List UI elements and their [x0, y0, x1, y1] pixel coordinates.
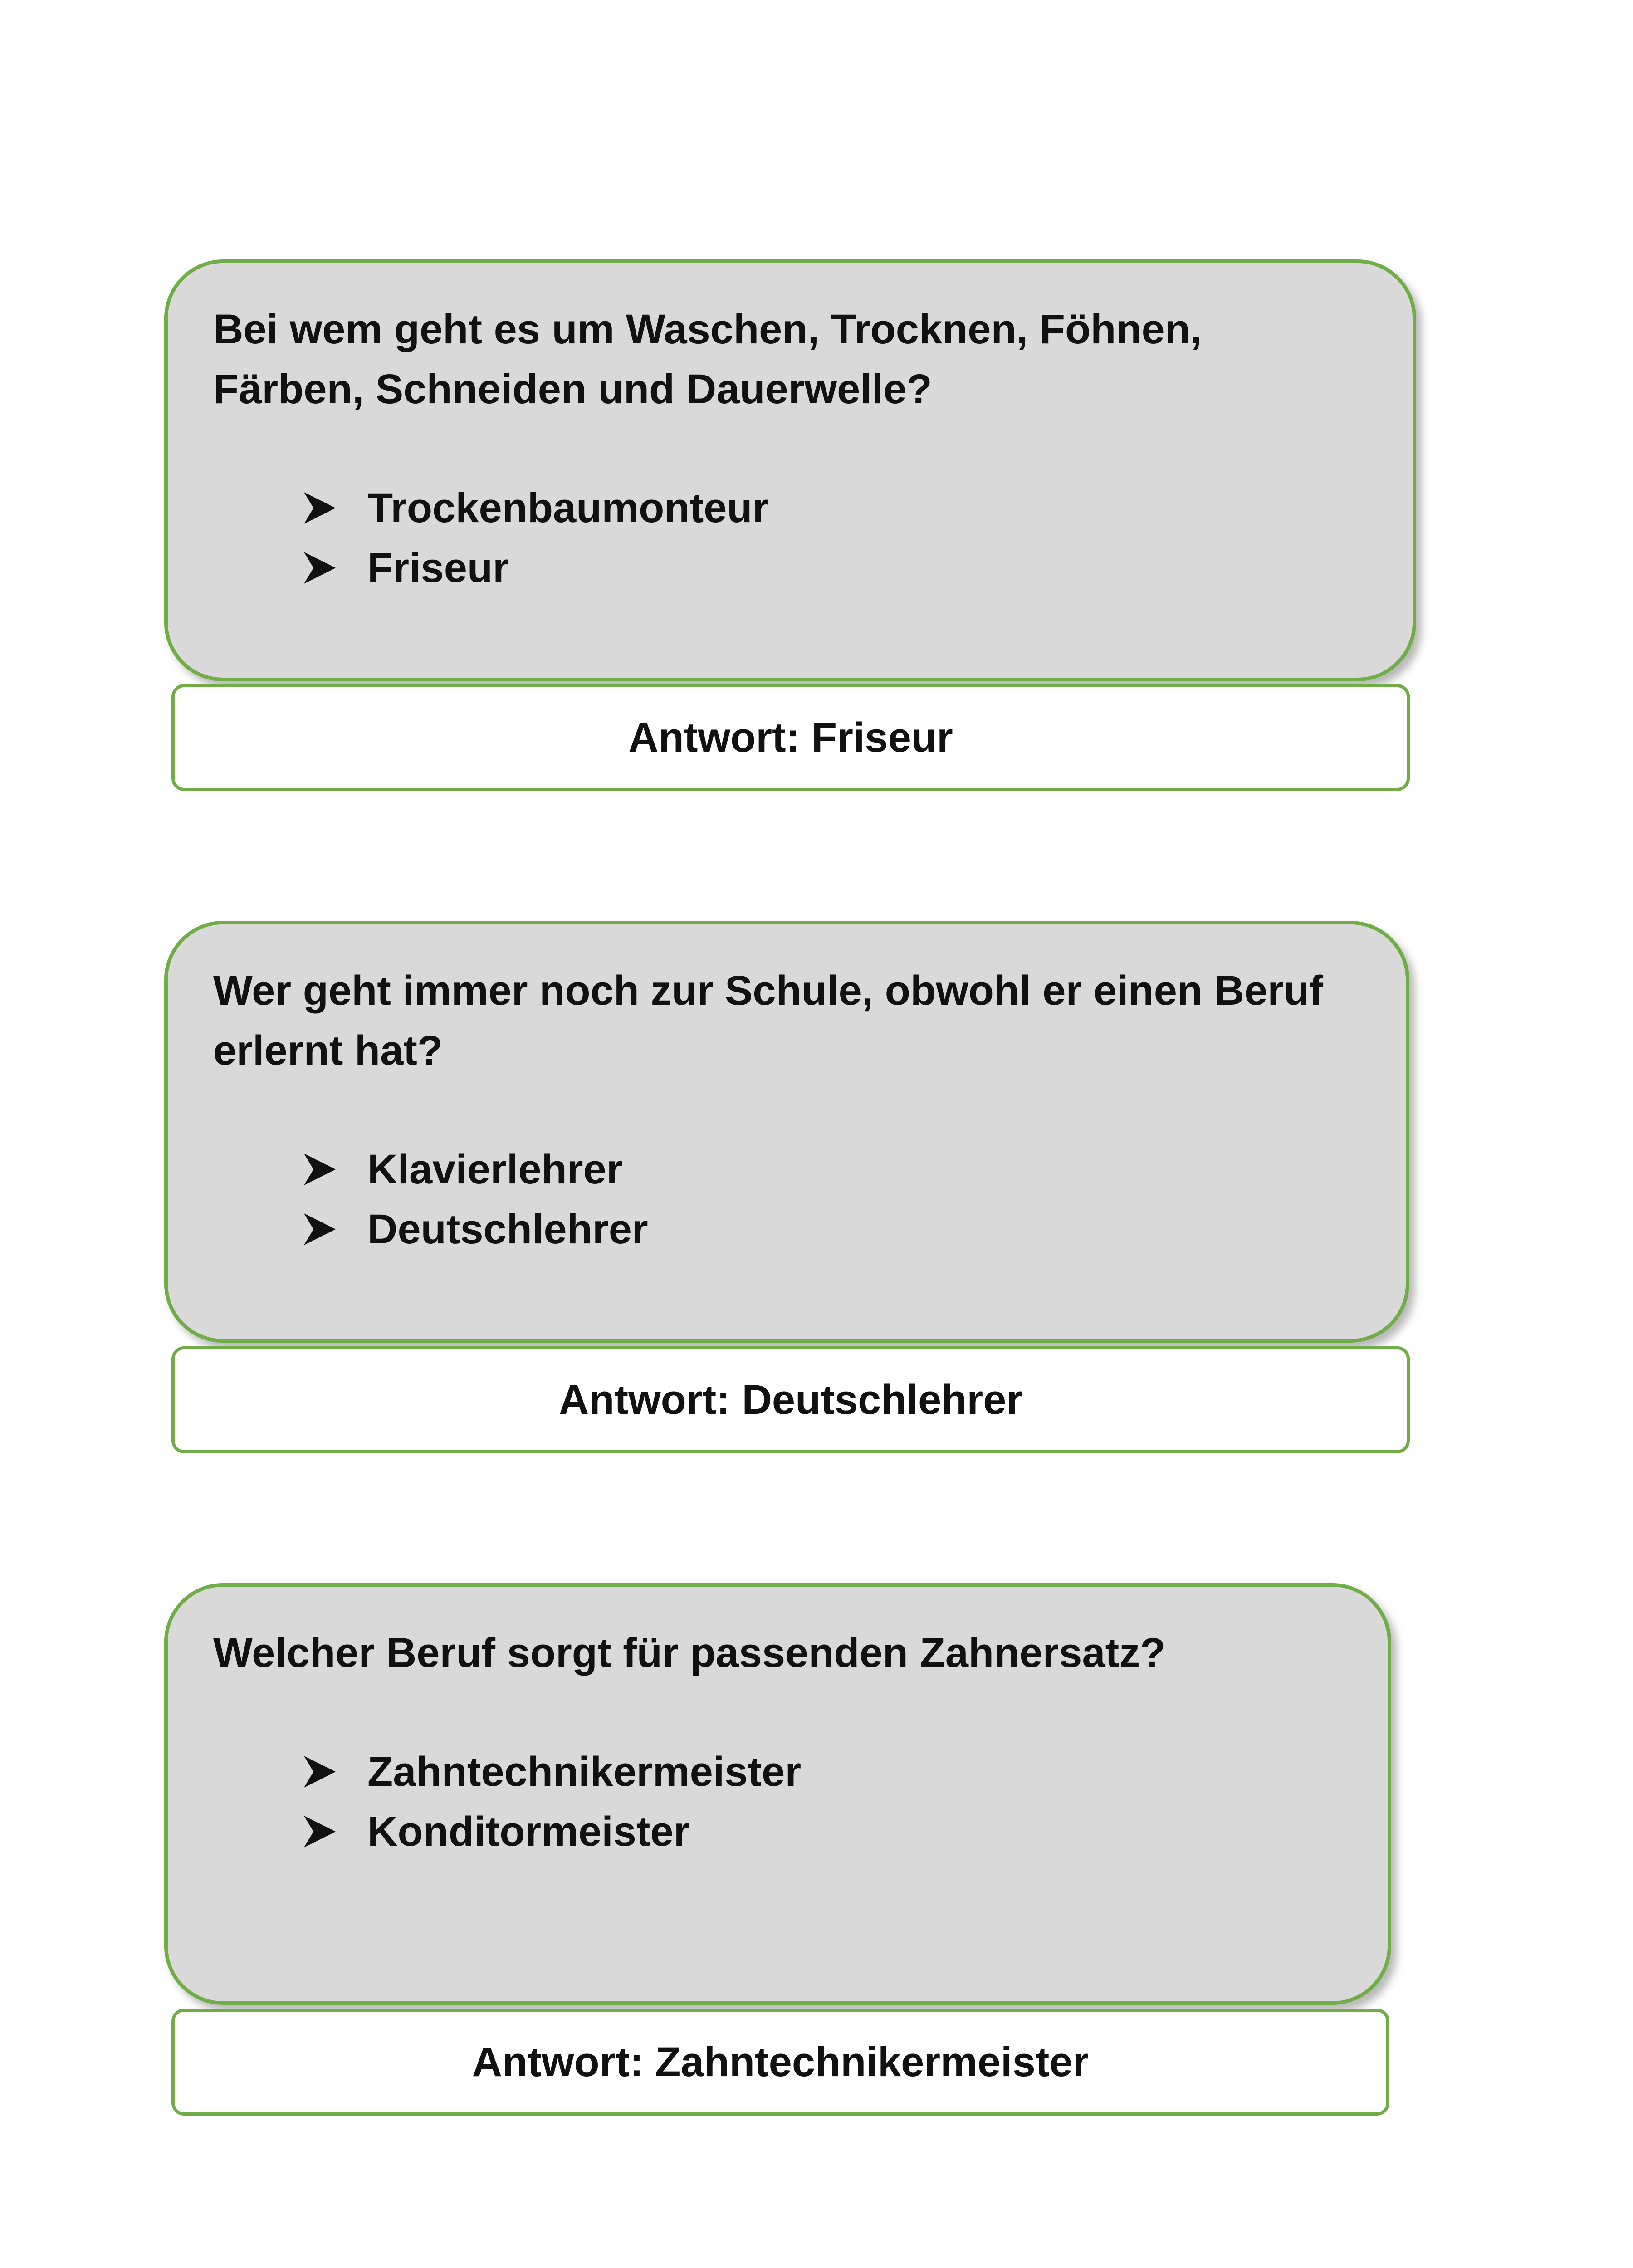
- arrowhead-bullet-icon: [304, 552, 336, 584]
- arrowhead-bullet-icon: [304, 1213, 336, 1245]
- answer-text: Antwort: Friseur: [628, 714, 953, 761]
- answer-box-2: [171, 1346, 1410, 1453]
- option-list: [213, 478, 1367, 598]
- question-text: Welcher Beruf sorgt für passenden Zahnersatz?: [213, 1630, 1166, 1676]
- option-label: Deutschlehrer: [367, 1206, 648, 1252]
- question-card-1: [164, 259, 1416, 681]
- question-card-3: [164, 1583, 1391, 2005]
- option-list: [213, 1139, 1360, 1259]
- arrowhead-bullet-icon: [304, 1816, 336, 1848]
- answer-box-1: [171, 684, 1410, 791]
- question-text: Bei wem geht es um Waschen, Trocknen, Föhnen, Färben, Schneiden und Dauerwelle?: [213, 306, 1202, 412]
- answer-text: Antwort: Deutschlehrer: [558, 1376, 1023, 1423]
- arrowhead-bullet-icon: [304, 1756, 336, 1788]
- option-list: [213, 1742, 1342, 1862]
- option-item: [304, 1139, 1360, 1199]
- option-label: Zahntechnikermeister: [367, 1749, 802, 1795]
- answer-box-3: [171, 2009, 1389, 2116]
- option-label: Klavierlehrer: [367, 1146, 623, 1193]
- question-card-2: [164, 921, 1409, 1343]
- option-item: [304, 1199, 1360, 1259]
- option-label: Trockenbaumonteur: [367, 485, 769, 531]
- arrowhead-bullet-icon: [304, 492, 336, 524]
- question-text: Wer geht immer noch zur Schule, obwohl er einen Beruf erlernt hat?: [213, 968, 1323, 1074]
- option-label: Konditormeister: [367, 1809, 690, 1855]
- option-item: [304, 478, 1367, 538]
- arrowhead-bullet-icon: [304, 1154, 336, 1185]
- option-label: Friseur: [367, 545, 509, 591]
- option-item: [304, 1742, 1342, 1802]
- answer-text: Antwort: Zahntechnikermeister: [472, 2038, 1089, 2085]
- option-item: [304, 1802, 1342, 1862]
- option-item: [304, 538, 1367, 598]
